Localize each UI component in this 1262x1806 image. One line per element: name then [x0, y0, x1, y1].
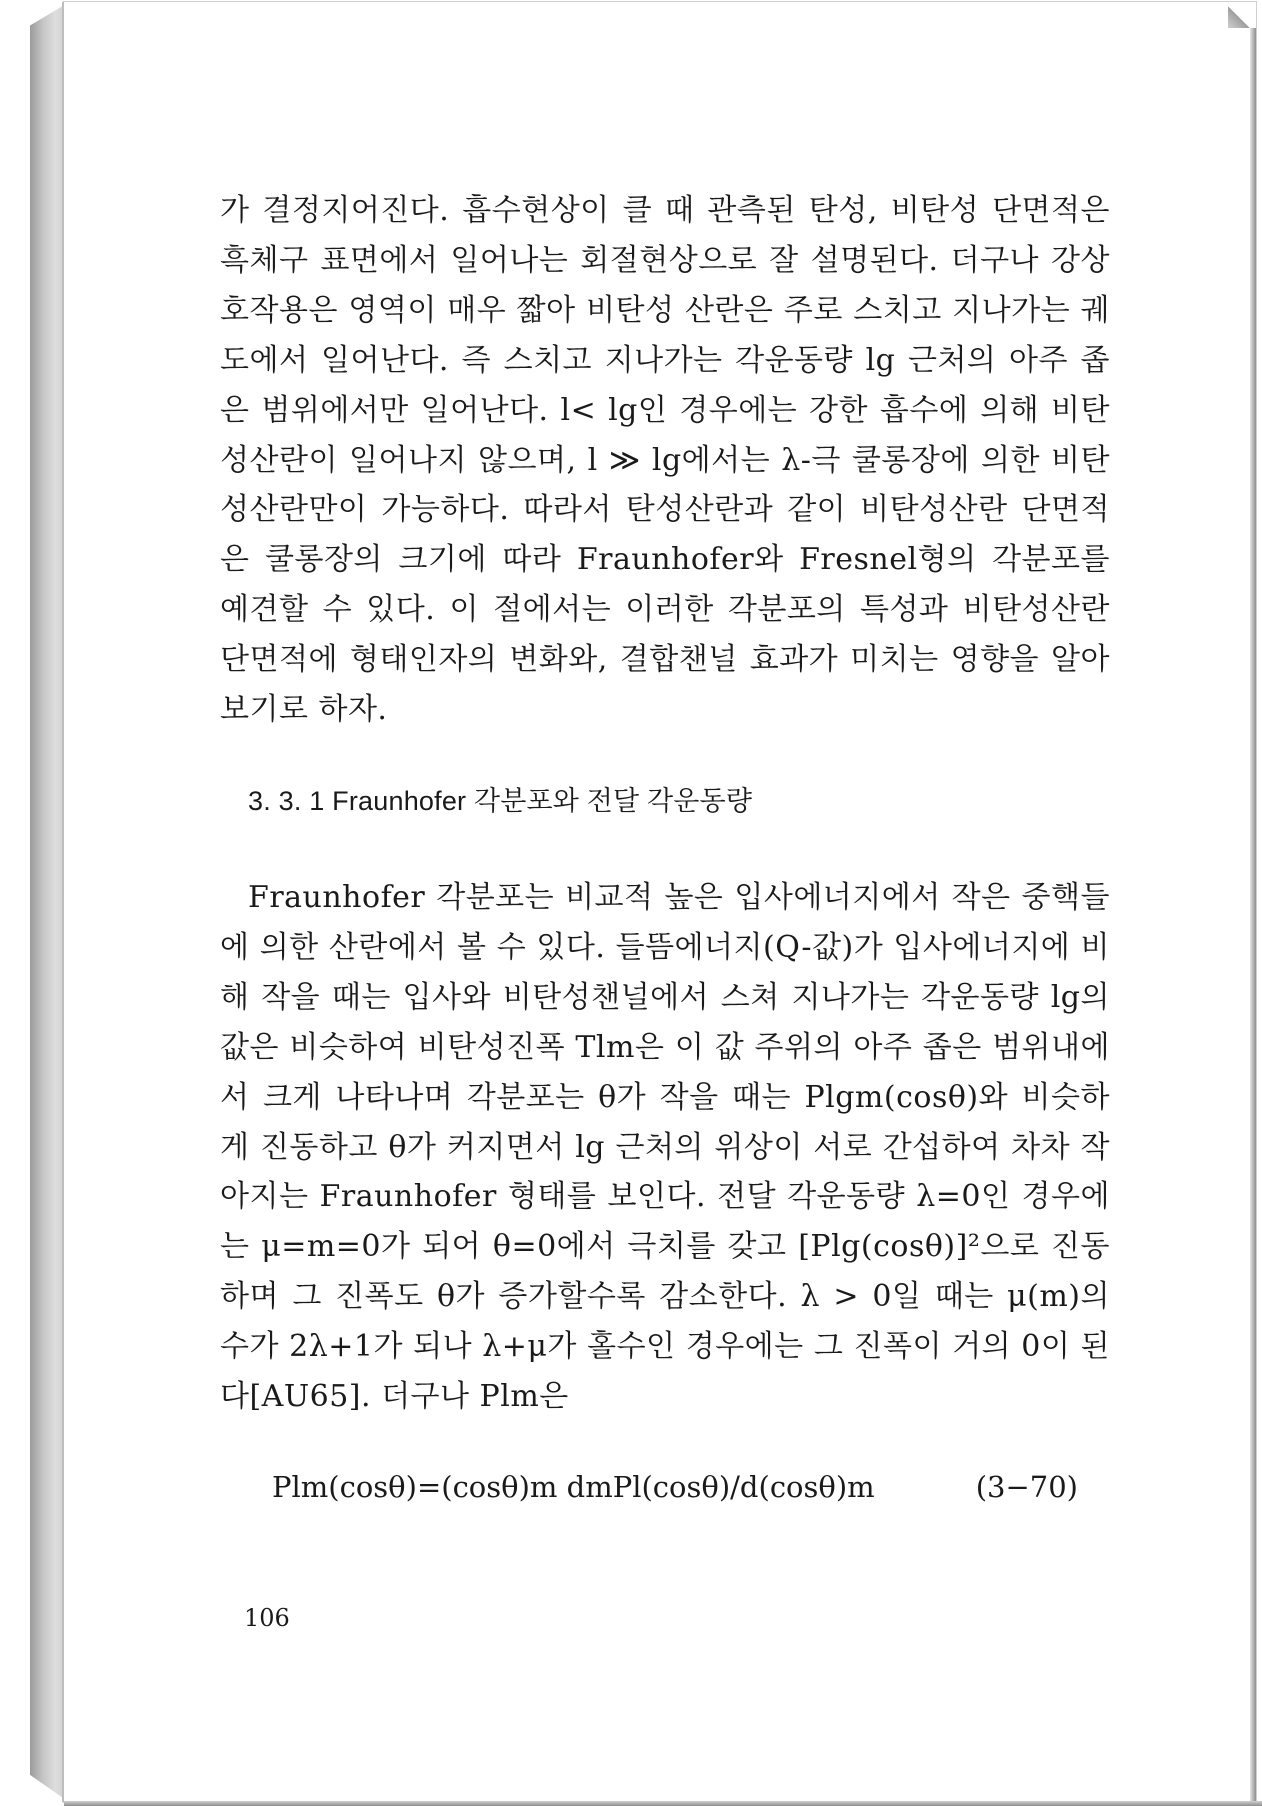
body-paragraph-1: 가 결정지어진다. 흡수현상이 클 때 관측된 탄성, 비탄성 단면적은 흑체구 표면에서 일어나는 회절현상으로 잘 설명된다. 더구나 강상호작용은 영역이 매우 짧아 비탄성 산란은 주로 스치고 지나가는 궤도에서 일어난다. 즉 스치고 지나가는 각운동량 lg 근처의 아주 좁은 범위에서만 일어난다. l< lg인 경우에는 강한 흡수에 의해 비탄성산란이 일어나지 않으며, l ≫ lg에서는 λ-극 쿨롱장에 의한 비탄성산란만이 가능하다. 따라서 탄성산란과 같이 비탄성산란 단면적은 쿨롱장의 크기에 따라 Fraunhofer와 Fresnel형의 각분포를 예견할 수 있다. 이 절에서는 이러한 각분포의 특성과 비탄성산란 단면적에 형태인자의 변화와, 결합챈널 효과가 미치는 영향을 알아보기로 하자.: [220, 193, 1110, 728]
book-spine: [30, 4, 66, 1800]
equation-row: [272, 1470, 1078, 1504]
page-right-edge: [1250, 28, 1256, 1804]
body-paragraph-2: Fraunhofer 각분포는 비교적 높은 입사에너지에서 작은 중핵들에 의한 산란에서 볼 수 있다. 들뜸에너지(Q-값)가 입사에너지에 비해 작을 때는 입사와 비탄성챈널에서 스쳐 지나가는 각운동량 lg의 값은 비슷하여 비탄성진폭 Tlm은 이 값 주위의 아주 좁은 범위내에서 크게 나타나며 각분포는 θ가 작을 때는 Plgm(cosθ)와 비슷하게 진동하고 θ가 커지면서 lg 근처의 위상이 서로 간섭하여 차차 작아지는 Fraunhofer 형태를 보인다. 전달 각운동량 λ=0인 경우에는 μ=m=0가 되어 θ=0에서 극치를 갖고 [Plg(cosθ)]²으로 진동하며 그 진폭도 θ가 증가할수록 감소한다. λ > 0일 때는 μ(m)의 수가 2λ+1가 되나 λ+μ가 홀수인 경우에는 그 진폭이 거의 0이 된다[AU65]. 더구나 Plm은: [220, 880, 1110, 1415]
page-corner-fold: [1228, 6, 1250, 28]
section-heading: 3. 3. 1 Fraunhofer 각분포와 전달 각운동량: [248, 786, 753, 816]
page-number: 106: [244, 1604, 290, 1632]
page-bottom-edge: [64, 1801, 1262, 1806]
equation-number: (3−70): [975, 1470, 1078, 1504]
equation-formula: Plm(cosθ)=(cosθ)m dmPl(cosθ)/d(cosθ)m: [272, 1470, 875, 1504]
